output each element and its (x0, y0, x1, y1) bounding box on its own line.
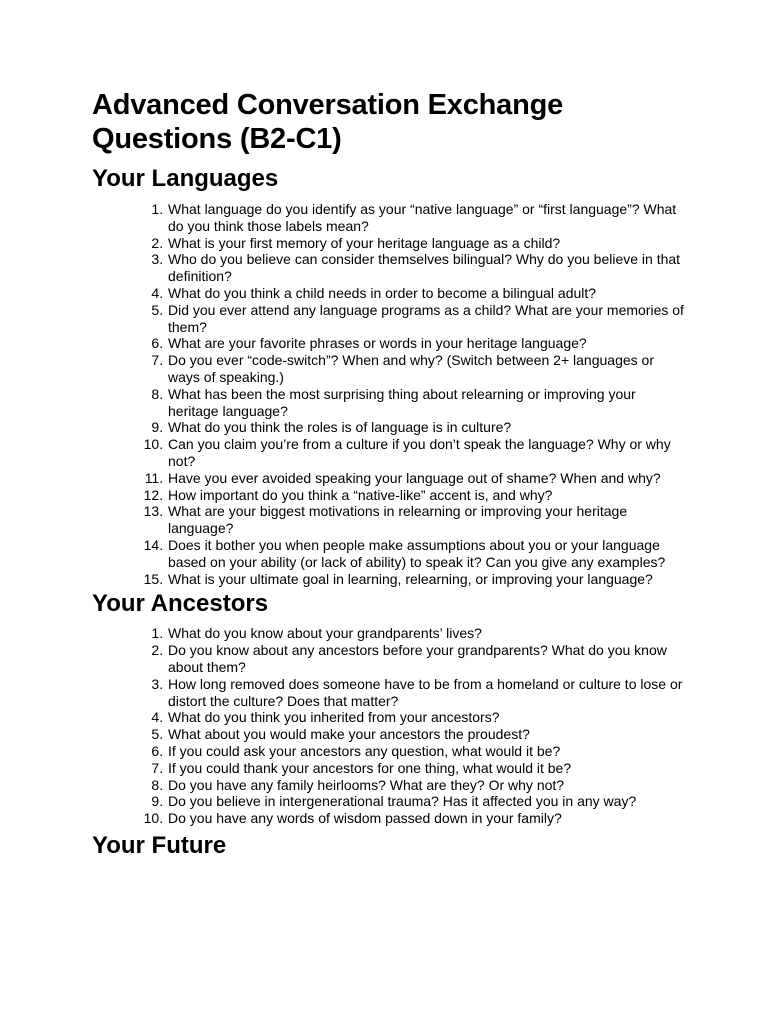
question-list-your-languages (92, 201, 692, 587)
list-item-number: 3. (151, 251, 167, 268)
list-item-text: What is your ultimate goal in learning, relearning, or improving your language? (168, 570, 653, 587)
list-item-text: Can you claim you’re from a culture if you don’t speak the language? Why or why not? (168, 436, 671, 469)
list-item-number: 12. (143, 486, 167, 503)
list-item-number: 8. (151, 776, 167, 793)
list-item (92, 760, 692, 777)
list-item (92, 419, 692, 436)
list-item (92, 537, 692, 571)
list-item-number: 2. (151, 234, 167, 251)
list-item-text: Do you have any words of wisdom passed down in your family? (168, 810, 562, 827)
list-item-number: 3. (151, 675, 167, 692)
list-item-text: Did you ever attend any language programs as a child? What are your memories of them? (168, 301, 684, 335)
list-item (92, 487, 692, 504)
list-item-number: 4. (151, 284, 167, 301)
list-item-text: What are your favorite phrases or words in your heritage language? (168, 335, 587, 352)
list-item-text: What about you would make your ancestors the proudest? (168, 726, 530, 743)
list-item-number: 10. (143, 436, 167, 453)
list-item-text: What do you think the roles is of language is in culture? (168, 419, 512, 436)
list-item (92, 777, 692, 794)
list-item (92, 386, 692, 420)
list-item (92, 302, 692, 336)
list-item-text: Does it bother you when people make assumptions about you or your language based on your ability (or lack of ability) to speak it? Can you give any examples? (168, 536, 666, 570)
list-item-text: If you could thank your ancestors for one thing, what would it be? (168, 759, 572, 776)
list-item (92, 251, 692, 285)
list-item-number: 7. (151, 759, 167, 776)
list-item-number: 10. (143, 810, 167, 827)
list-item-text: How important do you think a “native-like” accent is, and why? (168, 486, 553, 503)
list-item-number: 14. (143, 536, 167, 553)
list-item-number: 9. (151, 793, 167, 810)
list-item-text: Do you know about any ancestors before your grandparents? What do you know about them? (168, 642, 667, 675)
list-item-text: Who do you believe can consider themselves bilingual? Why do you believe in that definition? (168, 251, 681, 285)
list-item-number: 5. (151, 726, 167, 743)
list-item (92, 571, 692, 588)
list-item (92, 352, 692, 386)
list-item-number: 5. (151, 301, 167, 318)
list-item (92, 470, 692, 487)
list-item-text: Do you have any family heirlooms? What are they? Or why not? (168, 776, 565, 793)
list-item-number: 8. (151, 385, 167, 402)
list-item-text: What language do you identify as your “native language” or “first language”? What do you think those labels mean? (168, 201, 677, 234)
list-item (92, 810, 692, 827)
section-heading-your-languages: Your Languages (92, 165, 279, 192)
document-page (92, 88, 692, 860)
list-item (92, 642, 692, 676)
list-item (92, 676, 692, 710)
section-heading-your-future: Your Future (92, 831, 227, 859)
list-item-text: What do you know about your grandparents’ lives? (168, 625, 482, 642)
list-item (92, 201, 692, 235)
list-item-number: 11. (144, 469, 167, 486)
question-list-your-ancestors (92, 625, 692, 827)
list-item (92, 793, 692, 810)
list-item-number: 4. (151, 709, 167, 726)
list-item (92, 436, 692, 470)
list-item (92, 743, 692, 760)
list-item (92, 235, 692, 252)
list-item-text: Do you believe in intergenerational trauma? Has it affected you in any way? (168, 793, 637, 810)
list-item-number: 6. (151, 335, 167, 352)
list-item-number: 1. (151, 625, 167, 642)
list-item (92, 726, 692, 743)
list-item-text: What is your first memory of your heritage language as a child? (168, 234, 561, 251)
list-item-text: What are your biggest motivations in relearning or improving your heritage language? (168, 503, 628, 537)
list-item-number: 6. (151, 742, 167, 759)
list-item-number: 13. (143, 503, 167, 520)
list-item-text: Do you ever “code-switch”? When and why? (Switch between 2+ languages or ways of speaking.) (168, 352, 654, 385)
list-item-number: 9. (151, 419, 167, 436)
list-item-text: What do you think you inherited from your ancestors? (168, 709, 500, 726)
list-item-text: What do you think a child needs in order to become a bilingual adult? (168, 284, 597, 301)
list-item-text: What has been the most surprising thing about relearning or improving your heritage language? (168, 385, 636, 419)
list-item (92, 625, 692, 642)
list-item-number: 1. (151, 201, 167, 217)
list-item-number: 7. (151, 352, 167, 369)
section-heading-your-ancestors: Your Ancestors (92, 590, 269, 618)
list-item (92, 503, 692, 537)
list-item (92, 709, 692, 726)
page-title: Advanced Conversation Exchange Questions (B2-C1) (92, 89, 564, 155)
list-item-number: 15. (143, 570, 167, 587)
list-item-text: Have you ever avoided speaking your language out of shame? When and why? (168, 469, 661, 486)
list-item (92, 335, 692, 352)
list-item (92, 285, 692, 302)
list-item-text: If you could ask your ancestors any question, what would it be? (168, 742, 561, 759)
list-item-text: How long removed does someone have to be from a homeland or culture to lose or distort the culture? Does that matter? (168, 675, 683, 709)
list-item-number: 2. (151, 642, 167, 659)
